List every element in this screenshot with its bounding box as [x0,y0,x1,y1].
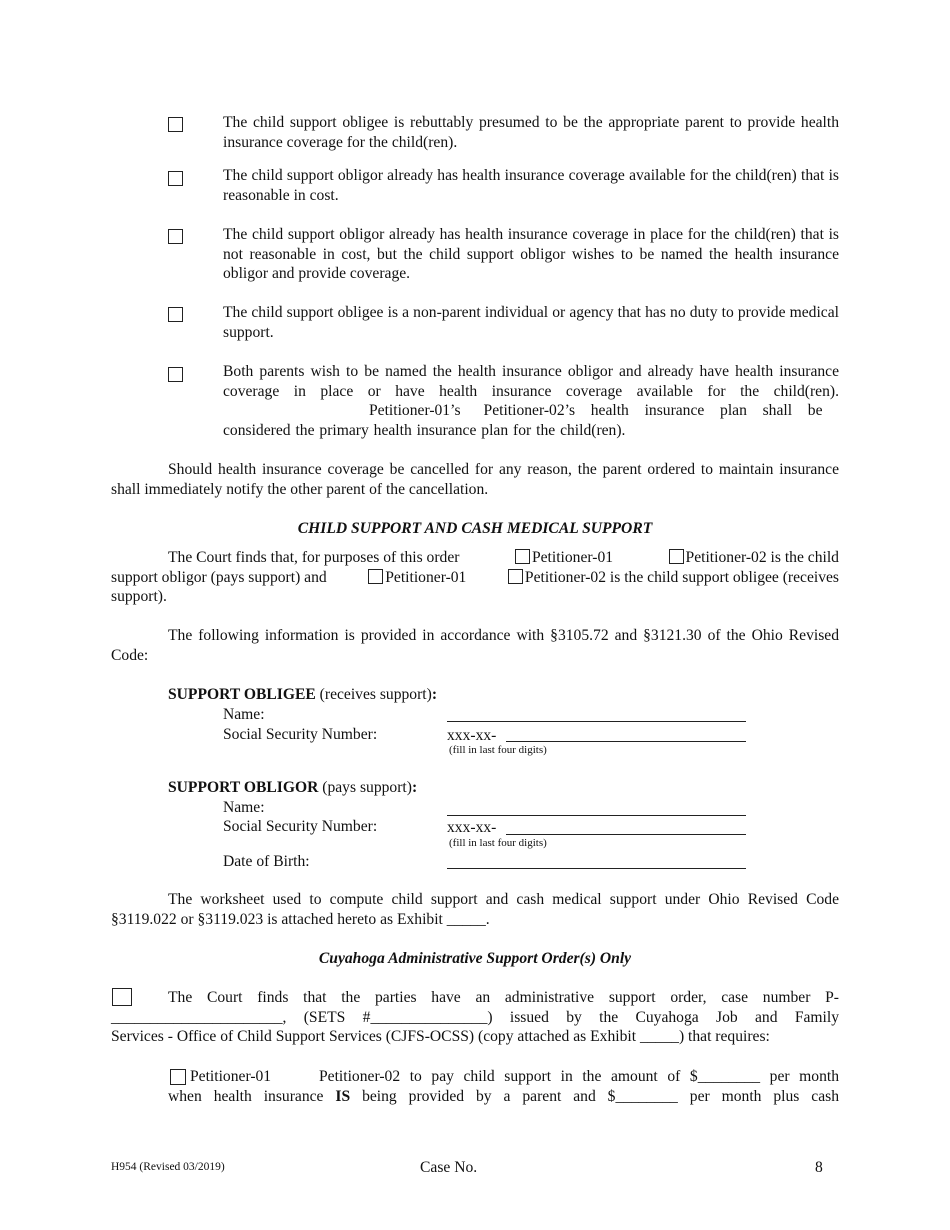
obligee-title-colon: : [431,686,438,703]
obligee-choice-2 [508,568,839,588]
pay-line-2-bold: IS [335,1088,351,1105]
pay-line-2 [168,1087,839,1107]
option-3-checkbox[interactable] [168,229,183,244]
option-5-pet2: Petitioner-02’s health insurance plan shall be [483,402,823,419]
obligor-ssn-label: Social Security Number: [223,818,378,835]
obligor-petitioner-01-checkbox[interactable] [515,549,530,564]
court-finds-text-b: support obligor (pays support) and [111,569,327,586]
admin-order-line-3: Services - Office of Child Support Services (CJFS-OCSS) (copy attached as Exhibit _____) that requires: [111,1028,770,1045]
option-1-text: The child support obligee is rebuttably presumed to be the appropriate parent to provide health insurance coverage for the child(ren). [223,114,839,151]
obligor-dob-label: Date of Birth: [223,853,310,870]
form-number: H954 (Revised 03/2019) [111,1161,225,1173]
obligor-petitioner-02-label: Petitioner-02 is the child [685,549,839,566]
obligor-petitioner-02-checkbox[interactable] [669,549,684,564]
case-number-label: Case No. [420,1159,478,1176]
cancel-paragraph: Should health insurance coverage be cancelled for any reason, the parent ordered to maintain insurance shall immediately notify the other parent of the cancellation. [111,461,839,498]
option-5-pet1: Petitioner-01’s [369,402,461,419]
obligor-title [168,778,417,798]
page-number: 8 [815,1159,823,1176]
obligor-title-rest: (pays support) [318,779,412,796]
obligor-choice-2 [669,548,839,568]
admin-order-checkbox[interactable] [112,988,132,1006]
obligee-petitioner-01-label: Petitioner-01 [385,569,467,586]
obligor-name-label: Name: [223,799,265,816]
obligee-ssn-field[interactable] [506,741,746,742]
ohio-code-paragraph: The following information is provided in accordance with §3105.72 and §3121.30 of the Ohio Revised Code: [111,627,839,664]
obligor-choice [515,548,613,568]
obligee-petitioner-02-checkbox[interactable] [508,569,523,584]
obligee-name-label: Name: [223,706,265,723]
obligor-title-colon: : [411,779,418,796]
option-2-checkbox[interactable] [168,171,183,186]
obligee-choice [368,568,466,588]
obligee-petitioner-01-checkbox[interactable] [368,569,383,584]
child-support-heading: CHILD SUPPORT AND CASH MEDICAL SUPPORT [297,520,653,537]
obligor-ssn-prefix: xxx-xx- [447,819,497,836]
obligee-title-rest: (receives support) [315,686,432,703]
option-5-text-b: considered the primary health insurance plan for the child(ren). [223,422,626,439]
obligee-ssn-label: Social Security Number: [223,726,378,743]
obligor-ssn-field[interactable] [506,834,746,835]
obligee-petitioner-02-label: Petitioner-02 is the child support obligee (receives [524,569,839,586]
court-finds-text-c: support). [111,588,167,605]
admin-order-line-1: The Court finds that the parties have an administrative support order, case number P- [168,989,839,1006]
option-5-text-a: Both parents wish to be named the health insurance obligor and already have health insurance coverage in place or have health insurance coverage available for the child(ren). [223,363,839,400]
pay-line-1: Petitioner-01 Petitioner-02 to pay child support in the amount of $________ per month [190,1068,839,1085]
obligor-petitioner-01-label: Petitioner-01 [531,549,614,566]
admin-order-line-2: ______________________, (SETS #_______________) issued by the Cuyahoga Job and Family [111,1009,839,1026]
cuyahoga-heading: Cuyahoga Administrative Support Order(s) Only [318,950,632,967]
obligee-ssn-hint: (fill in last four digits) [449,744,547,756]
obligor-title-bold: SUPPORT OBLIGOR [168,779,319,796]
worksheet-paragraph: The worksheet used to compute child support and cash medical support under Ohio Revised Code §3119.022 or §3119.023 is attached hereto as Exhibit _____. [111,891,839,928]
court-finds-line-2 [111,568,839,588]
obligor-ssn-hint: (fill in last four digits) [449,837,547,849]
pay-petitioner-01-checkbox[interactable] [170,1069,186,1085]
court-finds-line-1 [168,548,839,568]
obligee-name-field[interactable] [447,721,746,722]
option-5-text [223,362,839,401]
pay-line-2-pre: when health insurance [168,1088,336,1105]
obligee-ssn-prefix: xxx-xx- [447,727,497,744]
option-4-checkbox[interactable] [168,307,183,322]
court-finds-text-a: The Court finds that, for purposes of this order [168,549,460,566]
option-2-text: The child support obligor already has health insurance coverage available for the child(ren) that is reasonable in cost. [223,167,839,204]
option-3-text: The child support obligor already has health insurance coverage in place for the child(ren) that is not reasonable in cost, but the child support obligor wishes to be named the health insurance obligor and provide coverage. [223,226,839,283]
obligor-name-field[interactable] [447,815,746,816]
option-5-checkbox[interactable] [168,367,183,382]
option-1-checkbox[interactable] [168,117,183,132]
obligor-dob-field[interactable] [447,868,746,869]
option-4-text: The child support obligee is a non-parent individual or agency that has no duty to provide medical support. [223,304,839,341]
option-5-petitioner-choice [369,401,839,421]
obligee-title-bold: SUPPORT OBLIGEE [168,686,316,703]
obligee-title [168,685,437,705]
pay-line-2-post: being provided by a parent and $________ per month plus cash [350,1088,840,1105]
